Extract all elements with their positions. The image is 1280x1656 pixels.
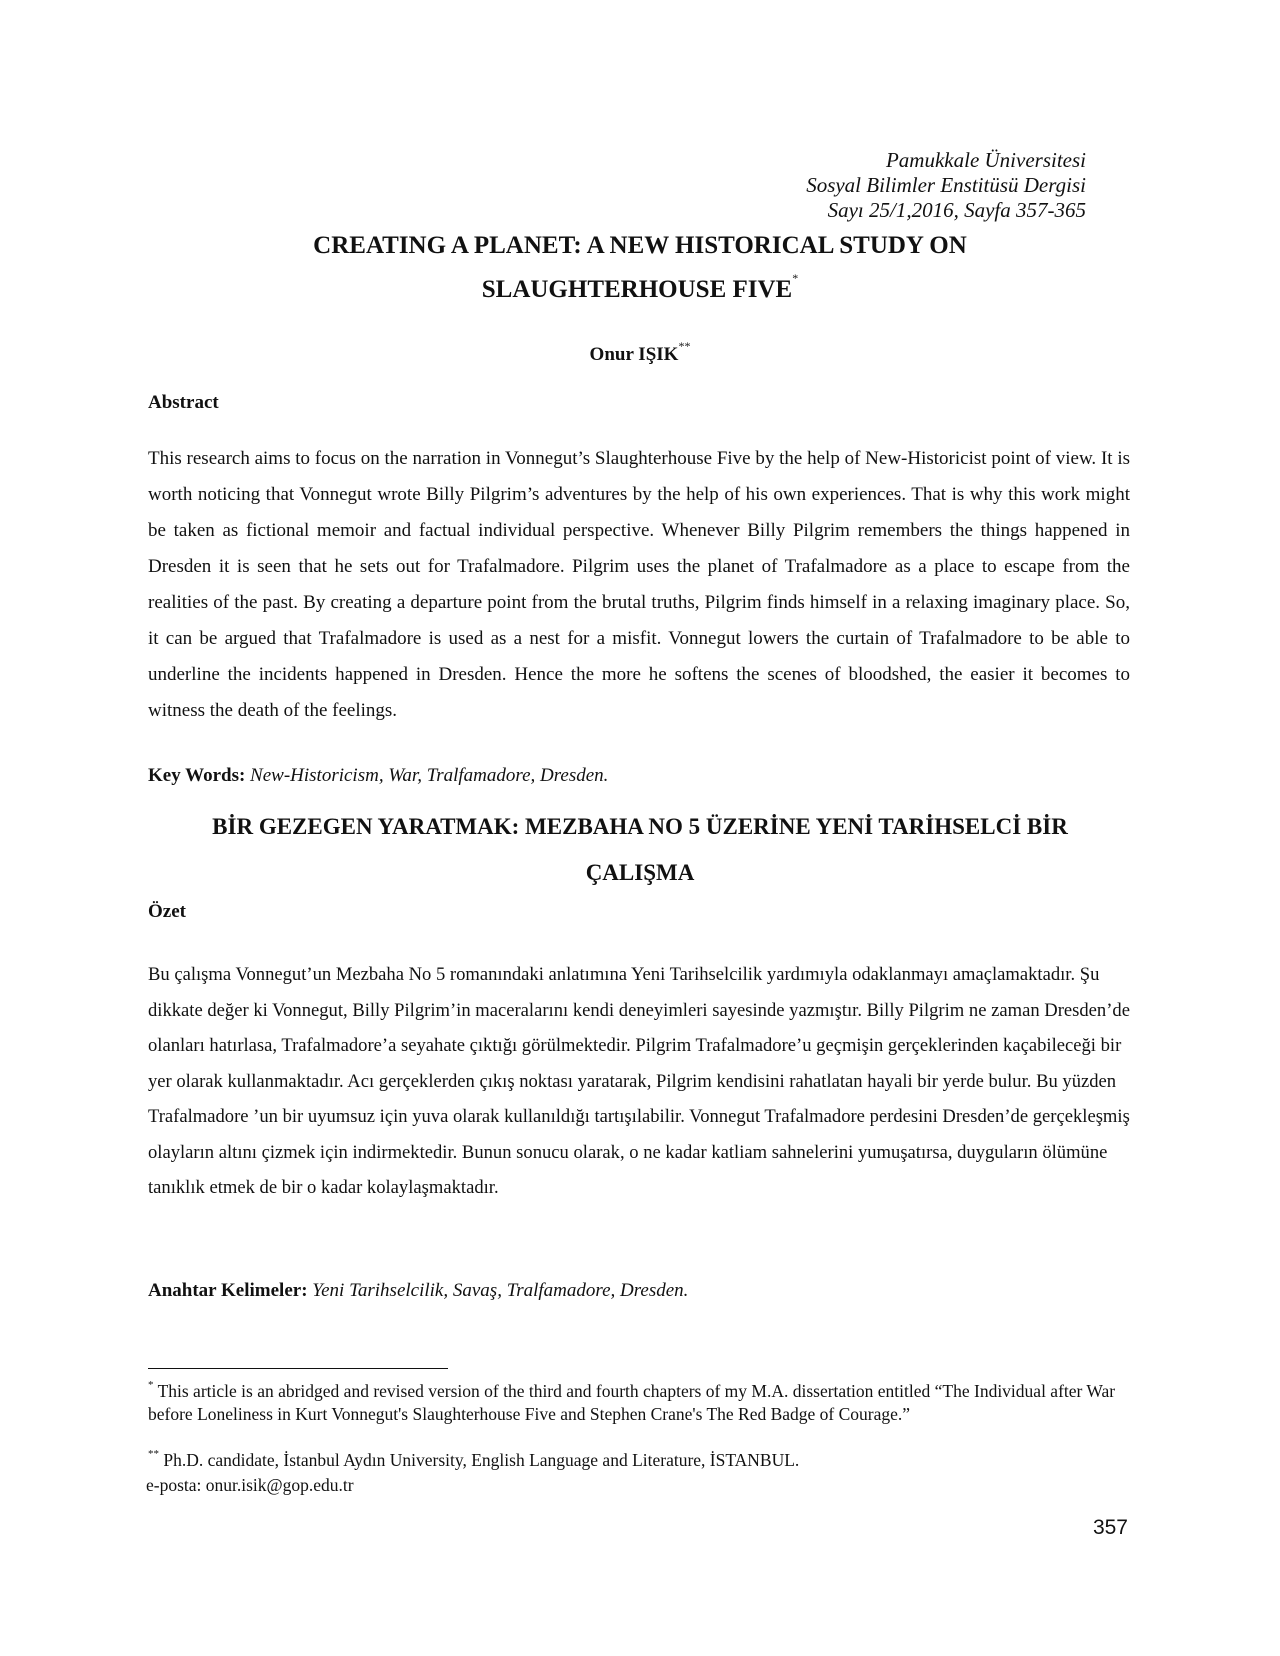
keywords-list: New-Historicism, War, Tralfamadore, Dresden.: [250, 765, 609, 786]
anahtar-kelimeler-list: Yeni Tarihselcilik, Savaş, Tralfamadore, Dresden.: [312, 1280, 689, 1301]
journal-name: Sosyal Bilimler Enstitüsü Dergisi: [806, 173, 1086, 197]
article-title-text: SLAUGHTERHOUSE FIVE: [481, 276, 793, 303]
anahtar-kelimeler-label: Anahtar Kelimeler:: [148, 1280, 308, 1301]
ozet-text: Bu çalışma Vonnegut’un Mezbaha No 5 romanındaki anlatımına Yeni Tarihselcilik yardımıyla odaklanmayı amaçlamaktadır. Şu dikkate değer ki Vonnegut, Billy Pilgrim’in maceralarını kendi deneyimleri sayesinde yazmıştır. Billy Pilgrim ne zaman Dresden’de olanları hatırlasa, Trafalmadore’a seyahate çıktığı görülmektedir. Pilgrim Trafalmadore’u geçmişin gerçeklerinden kaçabileceği bir yer olarak kullanmaktadır. Acı gerçeklerden çıkış noktası yaratarak, Pilgrim kendisini rahatlatan hayali bir yerde bulur. Bu yüzden Trafalmadore ’un bir uyumsuz için yuva olarak kullanıldığı tartışılabilir. Vonnegut Trafalmadore perdesini Dresden’de gerçekleşmiş olayların altını çizmek için indirmektedir. Bunun sonucu olarak, o ne kadar katliam sahnelerini yumuşatırsa, duyguların ölümüne tanıklık etmek de bir o kadar kolaylaşmaktadır.: [148, 964, 1130, 1198]
ozet-heading: Özet: [148, 901, 186, 922]
author-email: e-posta: onur.isik@gop.edu.tr: [146, 1475, 354, 1495]
footnote-2: [148, 1449, 1130, 1472]
footnote-2-mark: **: [148, 1448, 159, 1460]
journal-info: [806, 148, 1086, 223]
author: [0, 339, 1280, 366]
footnote-1-mark: *: [148, 1379, 154, 1391]
turkish-title-line2: ÇALIŞMA: [585, 860, 695, 885]
journal-university: Pamukkale Üniversitesi: [885, 148, 1086, 172]
footnote-2-text: Ph.D. candidate, İstanbul Aydın University, English Language and Literature, İSTANBUL.: [163, 1450, 800, 1470]
author-name: Onur IŞIK: [589, 344, 679, 365]
title-footnote-mark: *: [792, 271, 799, 285]
keywords-label: Key Words:: [148, 765, 246, 786]
journal-issue: Sayı 25/1,2016, Sayfa 357-365: [827, 198, 1086, 222]
abstract-heading: Abstract: [148, 392, 219, 413]
turkish-title-line1: BİR GEZEGEN YARATMAK: MEZBAHA NO 5 ÜZERİNE YENİ TARİHSELCİ BİR: [212, 814, 1068, 839]
footnote-divider: [148, 1368, 448, 1369]
keywords: [148, 765, 608, 787]
abstract-text: This research aims to focus on the narration in Vonnegut’s Slaughterhouse Five by the help of New-Historicist point of view. It is worth noticing that Vonnegut wrote Billy Pilgrim’s adventures by the help of his own experiences. That is why this work might be taken as fictional memoir and factual individual perspective. Whenever Billy Pilgrim remembers the things happened in Dresden it is seen that he sets out for Trafalmadore. Pilgrim uses the planet of Trafalmadore as a place to escape from the realities of the past. By creating a departure point from the brutal truths, Pilgrim finds himself in a relaxing imaginary place. So, it can be argued that Trafalmadore is used as a nest for a misfit. Vonnegut lowers the curtain of Trafalmadore to be able to underline the incidents happened in Dresden. Hence the more he softens the scenes of bloodshed, the easier it becomes to witness the death of the feelings.: [148, 448, 1130, 721]
article-title-line2: [0, 271, 1280, 304]
footnote-1: [148, 1380, 1130, 1426]
article-title-line1: CREATING A PLANET: A NEW HISTORICAL STUDY ON: [313, 232, 967, 259]
author-footnote-mark: **: [678, 339, 691, 353]
footnote-1-text: This article is an abridged and revised version of the third and fourth chapters of my M.A. dissertation entitled “The Individual after War before Loneliness in Kurt Vonnegut's Slaughterhouse Five and Stephen Crane's The Red Badge of Courage.”: [148, 1381, 1116, 1424]
page-number: 357: [1092, 1516, 1128, 1539]
anahtar-kelimeler: [148, 1280, 688, 1302]
